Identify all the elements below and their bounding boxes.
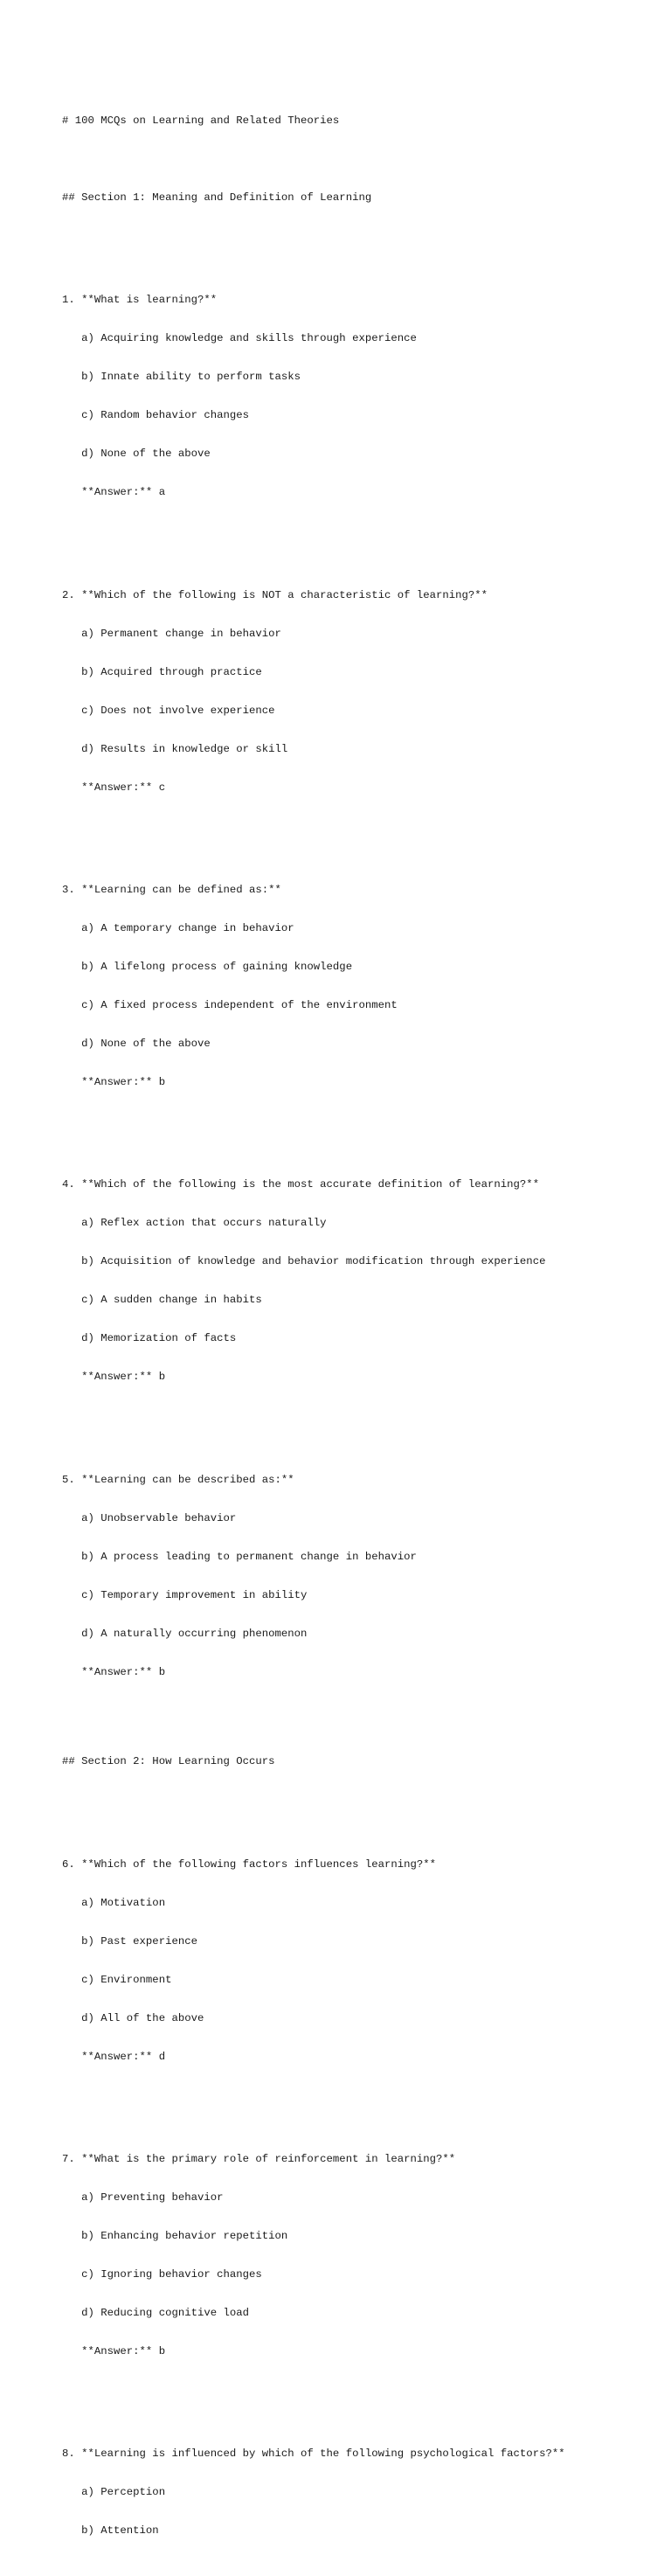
option-text: c) Environment — [62, 1973, 172, 1986]
blank-line — [62, 1794, 565, 1807]
blank-line — [62, 2384, 565, 2397]
document-title: # 100 MCQs on Learning and Related Theories — [62, 115, 340, 128]
answer-text: **Answer:** c — [62, 781, 166, 794]
option-text: d) None of the above — [62, 448, 211, 461]
question-text: 3. **Learning can be defined as:** — [62, 884, 281, 897]
blank-line — [62, 1114, 565, 1128]
option-text: a) Reflex action that occurs naturally — [62, 1217, 327, 1230]
answer-text: **Answer:** b — [62, 1665, 166, 1678]
option-text: d) A naturally occurring phenomenon — [62, 1627, 308, 1640]
section-heading: ## Section 2: How Learning Occurs — [62, 1755, 275, 1768]
option-text: c) A fixed process independent of the environment — [62, 999, 398, 1012]
option-text: b) Attention — [62, 2524, 159, 2538]
answer-text: **Answer:** a — [62, 486, 166, 499]
option-text: a) A temporary change in behavior — [62, 922, 294, 935]
blank-line — [62, 820, 565, 833]
option-text: a) Acquiring knowledge and skills through experience — [62, 332, 417, 345]
option-text: a) Unobservable behavior — [62, 1511, 237, 1524]
option-text: b) Acquired through practice — [62, 665, 262, 678]
question-text: 7. **What is the primary role of reinforcement in learning?** — [62, 2153, 456, 2166]
answer-text: **Answer:** b — [62, 2345, 166, 2358]
answer-text: **Answer:** b — [62, 1076, 166, 1089]
option-text: d) None of the above — [62, 1038, 211, 1051]
question-text: 6. **Which of the following factors influences learning?** — [62, 1857, 437, 1871]
document-text — [62, 76, 565, 2576]
option-text: d) Reducing cognitive load — [62, 2307, 250, 2320]
option-text: d) All of the above — [62, 2011, 204, 2024]
option-text: b) Past experience — [62, 1934, 197, 1948]
option-text: a) Preventing behavior — [62, 2191, 224, 2205]
option-text: a) Permanent change in behavior — [62, 627, 281, 640]
blank-line — [62, 524, 565, 538]
option-text: c) Random behavior changes — [62, 409, 250, 422]
blank-line — [62, 2089, 565, 2102]
option-text: b) Acquisition of knowledge and behavior modification through experience — [62, 1255, 546, 1268]
blank-line — [62, 1409, 565, 1422]
option-text: c) A sudden change in habits — [62, 1294, 262, 1307]
option-text: b) Enhancing behavior repetition — [62, 2230, 288, 2243]
blank-line — [62, 230, 565, 243]
option-text: c) Ignoring behavior changes — [62, 2268, 262, 2281]
option-text: d) Memorization of facts — [62, 1332, 237, 1345]
option-text: c) Does not involve experience — [62, 704, 275, 717]
question-text: 5. **Learning can be described as:** — [62, 1473, 294, 1486]
blank-line — [62, 153, 565, 166]
option-text: b) A lifelong process of gaining knowledge — [62, 961, 353, 974]
question-text: 1. **What is learning?** — [62, 294, 218, 307]
blank-line — [62, 1705, 565, 1718]
option-text: a) Perception — [62, 2486, 166, 2499]
option-text: b) A process leading to permanent change in behavior — [62, 1550, 417, 1563]
answer-text: **Answer:** b — [62, 1371, 166, 1384]
section-heading: ## Section 1: Meaning and Definition of Learning — [62, 191, 372, 205]
option-text: b) Innate ability to perform tasks — [62, 371, 301, 384]
option-text: c) Temporary improvement in ability — [62, 1588, 308, 1601]
answer-text: **Answer:** d — [62, 2050, 166, 2063]
question-text: 8. **Learning is influenced by which of the following psychological factors?** — [62, 2448, 565, 2461]
option-text: d) Results in knowledge or skill — [62, 742, 288, 755]
question-text: 2. **Which of the following is NOT a characteristic of learning?** — [62, 588, 488, 601]
question-text: 4. **Which of the following is the most accurate definition of learning?** — [62, 1178, 540, 1191]
option-text: a) Motivation — [62, 1896, 166, 1909]
